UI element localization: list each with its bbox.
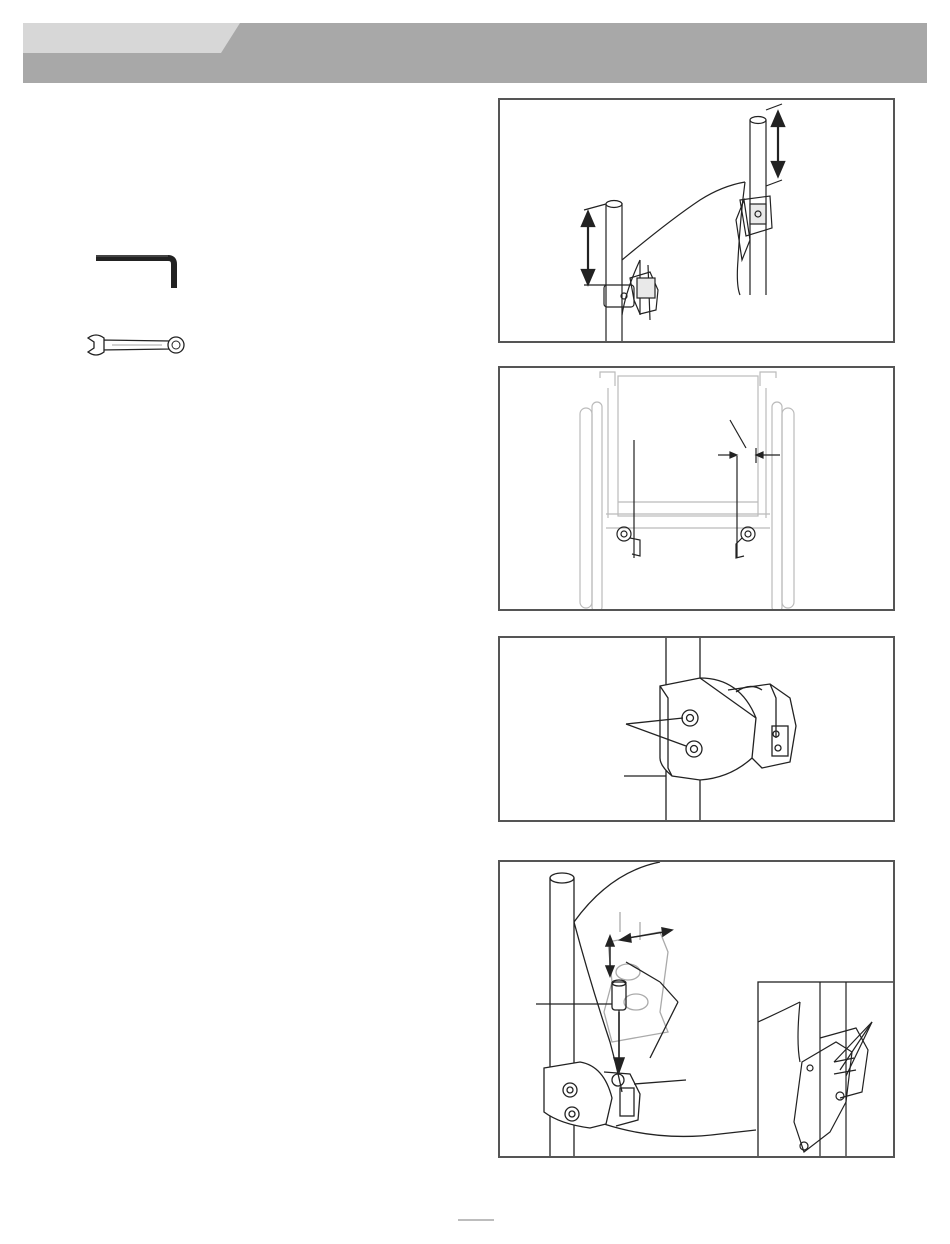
- figure-height-adjustment: [498, 98, 895, 343]
- backrest-clamp-screws-illustration: [500, 638, 895, 822]
- combination-wrench-icon: [82, 330, 192, 360]
- page-number-rule: [458, 1219, 494, 1221]
- section-header-bar: [23, 23, 927, 83]
- section-header-tab: [23, 23, 263, 53]
- backrest-width-rear-view-illustration: [500, 368, 895, 611]
- figure-angle-adjustment: [498, 860, 895, 1158]
- figure-rear-view-width: [498, 366, 895, 611]
- backrest-bracket-angle-adjustment-illustration: [500, 862, 895, 1158]
- figure-clamp-screws: [498, 636, 895, 822]
- backrest-height-adjustment-illustration: [500, 100, 895, 343]
- hex-key-icon: [92, 250, 182, 292]
